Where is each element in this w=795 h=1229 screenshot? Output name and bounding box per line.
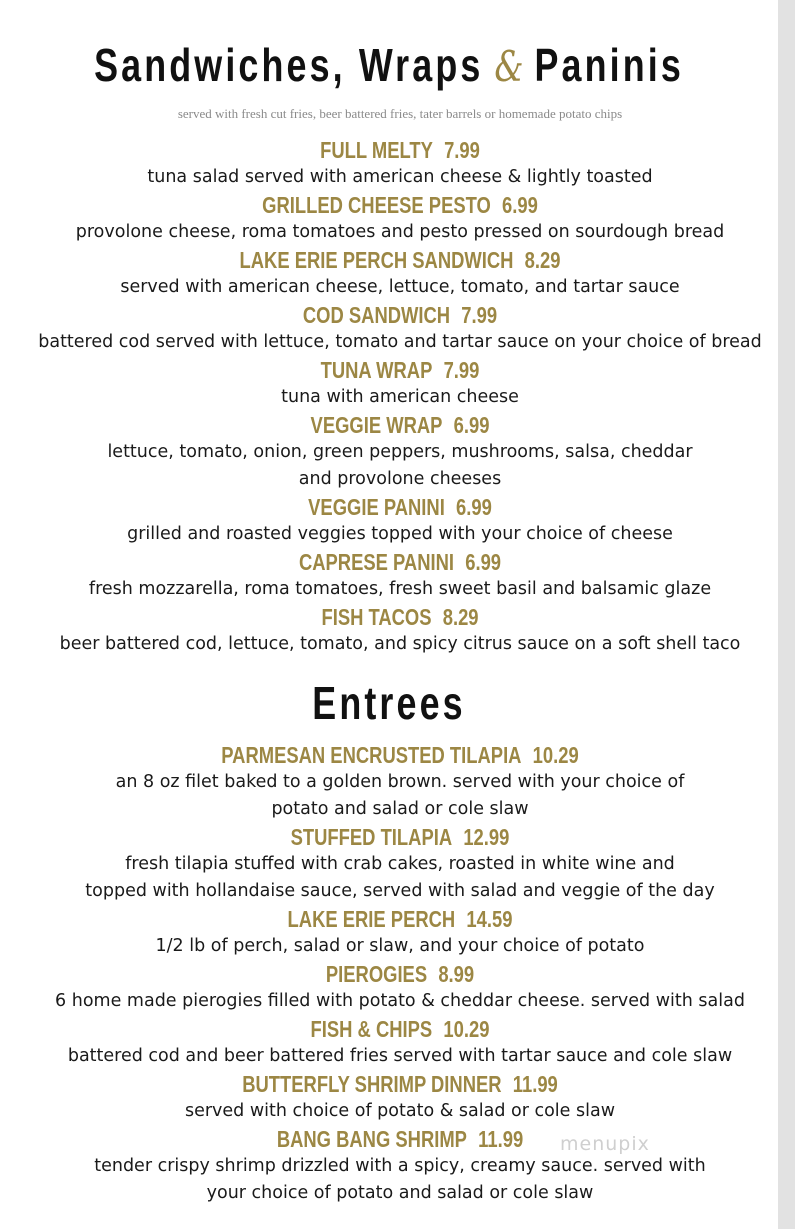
sandwiches-section-title bbox=[86, 38, 693, 92]
menu-item bbox=[0, 301, 795, 356]
menu-item-title bbox=[80, 1015, 720, 1043]
menu-item bbox=[0, 191, 795, 246]
menu-item-price: 14.59 bbox=[466, 906, 513, 932]
menu-item bbox=[0, 1070, 795, 1125]
menu-item-description bbox=[0, 988, 795, 1015]
menu-item bbox=[0, 356, 795, 411]
menu-item-description bbox=[0, 274, 795, 301]
menu-item-description-line: topped with hollandaise sauce, served with salad and veggie of the day bbox=[85, 881, 715, 901]
menu-item-description bbox=[0, 1043, 795, 1070]
menu-item-description bbox=[0, 933, 795, 960]
menu-item-price: 6.99 bbox=[465, 549, 502, 575]
menu-item-description-line: 6 home made pierogies filled with potato & cheddar cheese. served with salad bbox=[55, 991, 745, 1011]
menu-item-description-line: battered cod and beer battered fries served with tartar sauce and cole slaw bbox=[67, 1046, 733, 1066]
menu-item-description-line: grilled and roasted veggies topped with your choice of cheese bbox=[127, 524, 673, 544]
menu-item-description-line: tuna with american cheese bbox=[281, 387, 519, 407]
menu-item-price: 8.29 bbox=[524, 247, 561, 273]
menu-item-description bbox=[0, 769, 795, 823]
menu-item-title bbox=[80, 301, 720, 329]
menu-item-description-line: beer battered cod, lettuce, tomato, and spicy citrus sauce on a soft shell taco bbox=[59, 634, 741, 654]
menu-item-description bbox=[0, 164, 795, 191]
menu-item-description-line: your choice of potato and salad or cole slaw bbox=[206, 1183, 594, 1203]
menu-item-name: GRILLED CHEESE PESTO bbox=[262, 192, 491, 218]
menu-item-name: PIEROGIES bbox=[325, 961, 428, 987]
menu-item-title bbox=[80, 493, 720, 521]
menu-item bbox=[0, 411, 795, 493]
menu-item-title bbox=[80, 411, 720, 439]
menu-item bbox=[0, 1015, 795, 1070]
menu-item-price: 7.99 bbox=[444, 137, 480, 163]
menu-item-name: LAKE ERIE PERCH bbox=[287, 906, 456, 932]
menu-item-title bbox=[80, 246, 720, 274]
menu-item-description bbox=[0, 576, 795, 603]
menu-item bbox=[0, 741, 795, 823]
menu-item bbox=[0, 603, 795, 658]
sandwiches-title-part2: Paninis bbox=[534, 39, 684, 91]
menu-item-description-line: lettuce, tomato, onion, green peppers, mushrooms, salsa, cheddar bbox=[107, 442, 693, 462]
menu-item-name: VEGGIE PANINI bbox=[308, 494, 445, 520]
menu-item-title bbox=[80, 1070, 720, 1098]
menu-item-price: 10.29 bbox=[443, 1016, 490, 1042]
menu-item-title bbox=[80, 191, 720, 219]
menu-item-description bbox=[0, 219, 795, 246]
menu-item-name: STUFFED TILAPIA bbox=[290, 824, 453, 850]
menu-item-name: CAPRESE PANINI bbox=[298, 549, 455, 575]
menu-item-title bbox=[80, 960, 720, 988]
page-edge-bar bbox=[778, 0, 795, 1229]
menu-item-description-line: tuna salad served with american cheese & lightly toasted bbox=[147, 167, 653, 187]
menu-item-description-line: provolone cheese, roma tomatoes and pesto pressed on sourdough bread bbox=[75, 222, 725, 242]
menu-item-description bbox=[0, 439, 795, 493]
menu-item-price: 10.29 bbox=[532, 742, 579, 768]
menu-item-description-line: 1/2 lb of perch, salad or slaw, and your choice of potato bbox=[155, 936, 645, 956]
menu-item bbox=[0, 1125, 795, 1207]
menu-item-title bbox=[80, 136, 720, 164]
menu-item-price: 8.29 bbox=[442, 604, 479, 630]
entree-list bbox=[0, 741, 795, 1207]
menu-item-price: 11.99 bbox=[478, 1126, 524, 1152]
menu-item-description-line: served with american cheese, lettuce, tomato, and tartar sauce bbox=[120, 277, 680, 297]
menu-item-name: VEGGIE WRAP bbox=[310, 412, 443, 438]
menu-item-name: FISH & CHIPS bbox=[310, 1016, 433, 1042]
sandwiches-title-part1: Sandwiches, Wraps bbox=[94, 39, 484, 91]
menu-item-price: 12.99 bbox=[463, 824, 510, 850]
menu-item-title bbox=[80, 356, 720, 384]
menu-item-price: 7.99 bbox=[443, 357, 480, 383]
menu-item-description-line: tender crispy shrimp drizzled with a spicy, creamy sauce. served with bbox=[94, 1156, 706, 1176]
menu-item-price: 7.99 bbox=[461, 302, 498, 328]
menu-item-title bbox=[80, 823, 720, 851]
entrees-section-title bbox=[86, 676, 693, 730]
menu-item-name: COD SANDWICH bbox=[302, 302, 451, 328]
menu-item-name: FULL MELTY bbox=[320, 137, 433, 163]
menu-item-name: BUTTERFLY SHRIMP DINNER bbox=[242, 1071, 502, 1097]
menu-item-description bbox=[0, 521, 795, 548]
menu-item-name: BANG BANG SHRIMP bbox=[276, 1126, 467, 1152]
menu-item-price: 6.99 bbox=[453, 412, 490, 438]
menu-item-price: 8.99 bbox=[438, 961, 475, 987]
menu-item-title bbox=[80, 905, 720, 933]
menu-item-description-line: fresh mozzarella, roma tomatoes, fresh sweet basil and balsamic glaze bbox=[88, 579, 712, 599]
entrees-title-text: Entrees bbox=[312, 677, 466, 729]
menu-item bbox=[0, 548, 795, 603]
menu-item-description-line: fresh tilapia stuffed with crab cakes, roasted in white wine and bbox=[125, 854, 675, 874]
ampersand-ornament: & bbox=[494, 42, 524, 91]
sandwich-list bbox=[0, 136, 795, 658]
menu-item-description bbox=[0, 1098, 795, 1125]
sides-subtitle: served with fresh cut fries, beer battered fries, tater barrels or homemade potato chips bbox=[177, 106, 623, 121]
menu-item-description bbox=[0, 329, 795, 356]
menupix-watermark: menupix bbox=[560, 1133, 650, 1155]
menu-item bbox=[0, 905, 795, 960]
menu-item-description bbox=[0, 1153, 795, 1207]
menu-item-description-line: and provolone cheeses bbox=[298, 469, 502, 489]
menu-item-description bbox=[0, 851, 795, 905]
menu-item bbox=[0, 823, 795, 905]
menu-item bbox=[0, 136, 795, 191]
menu-item-price: 6.99 bbox=[502, 192, 538, 218]
menu-item-name: TUNA WRAP bbox=[320, 357, 433, 383]
menu-item-description bbox=[0, 631, 795, 658]
menu-item-name: PARMESAN ENCRUSTED TILAPIA bbox=[221, 742, 522, 768]
menu-item-name: LAKE ERIE PERCH SANDWICH bbox=[239, 247, 514, 273]
menu-item-description-line: battered cod served with lettuce, tomato and tartar sauce on your choice of bread bbox=[38, 332, 762, 352]
menu-item-description-line: potato and salad or cole slaw bbox=[271, 799, 529, 819]
menu-item-title bbox=[80, 603, 720, 631]
menu-item-name: FISH TACOS bbox=[321, 604, 432, 630]
menu-item-price: 6.99 bbox=[456, 494, 492, 520]
menu-item-description-line: an 8 oz filet baked to a golden brown. served with your choice of bbox=[115, 772, 685, 792]
menu-item-title bbox=[80, 741, 720, 769]
menu-item bbox=[0, 246, 795, 301]
menu-item-price: 11.99 bbox=[512, 1071, 558, 1097]
menu-item-title bbox=[80, 548, 720, 576]
menu-item bbox=[0, 960, 795, 1015]
menu-item-description bbox=[0, 384, 795, 411]
menu-item bbox=[0, 493, 795, 548]
menu-item-description-line: served with choice of potato & salad or cole slaw bbox=[184, 1101, 616, 1121]
